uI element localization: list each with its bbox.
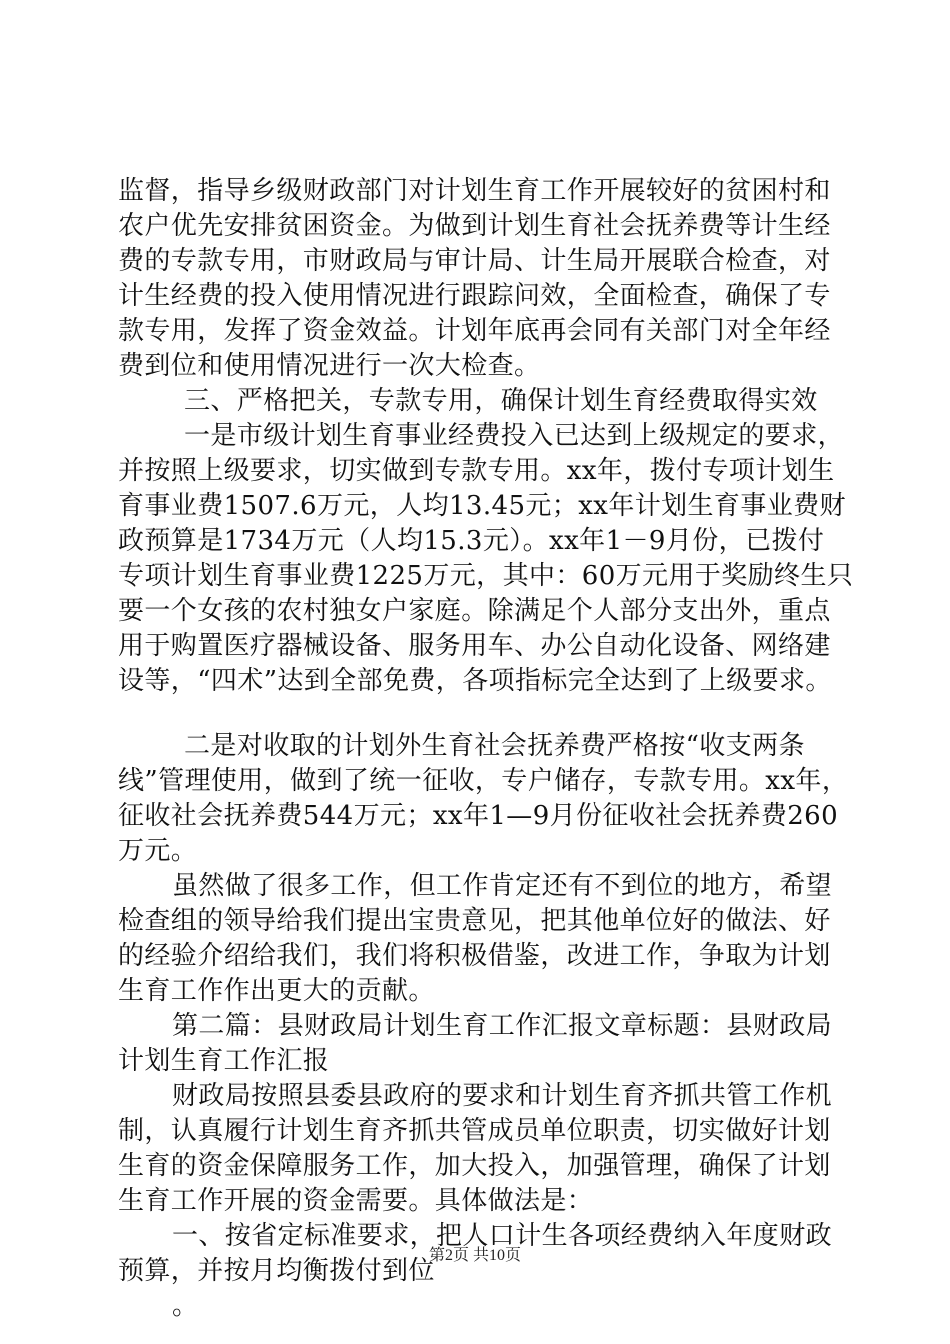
text-line: 预算，并按月均衡拨付到位	[118, 1256, 435, 1286]
text-line: 检查组的领导给我们提出宝贵意见，把其他单位好的做法、好	[118, 906, 831, 936]
text-line: 的经验介绍给我们，我们将积极借鉴，改进工作，争取为计划	[118, 941, 831, 971]
text-line: 一是市级计划生育事业经费投入已达到上级规定的要求，	[184, 421, 845, 451]
document-body	[118, 174, 854, 1324]
text-line: 计划生育工作汇报	[118, 1046, 330, 1076]
text-line: 监督，指导乡级财政部门对计划生育工作开展较好的贫困村和	[118, 176, 831, 206]
text-line: 线”管理使用，做到了统一征收，专户储存，专款专用。xx年，	[118, 766, 849, 796]
text-line: 生育工作作出更大的贡献。	[118, 976, 435, 1006]
text-line: 万元。	[118, 836, 198, 866]
text-line: 款专用，发挥了资金效益。计划年底再会同有关部门对全年经	[118, 316, 831, 346]
text-line: 征收社会抚养费544万元；xx年1—9月份征收社会抚养费260	[118, 801, 839, 831]
text-line: 要一个女孩的农村独女户家庭。除满足个人部分支出外，重点	[118, 596, 831, 626]
text-line: 财政局按照县委县政府的要求和计划生育齐抓共管工作机	[172, 1081, 833, 1111]
text-line: 。	[172, 1291, 199, 1321]
text-line: 虽然做了很多工作，但工作肯定还有不到位的地方，希望	[172, 871, 833, 901]
text-line: 一、按省定标准要求，把人口计生各项经费纳入年度财政	[172, 1221, 833, 1251]
text-line: 费的专款专用，市财政局与审计局、计生局开展联合检查，对	[118, 246, 831, 276]
text-line: 二是对收取的计划外生育社会抚养费严格按“收支两条	[184, 731, 805, 761]
text-line: 计生经费的投入使用情况进行跟踪问效，全面检查，确保了专	[118, 281, 831, 311]
section-heading: 第二篇：县财政局计划生育工作汇报文章标题：县财政局	[172, 1011, 833, 1041]
text-line: 制，认真履行计划生育齐抓共管成员单位职责，切实做好计划	[118, 1116, 831, 1146]
text-line: 生育工作开展的资金需要。具体做法是：	[118, 1186, 594, 1216]
paragraph-gap	[118, 699, 848, 729]
text-line: 并按照上级要求，切实做到专款专用。xx年，拨付专项计划生	[118, 456, 835, 486]
text-line: 生育的资金保障服务工作，加大投入，加强管理，确保了计划	[118, 1151, 831, 1181]
text-line: 设等，“四术”达到全部免费，各项指标完全达到了上级要求。	[118, 666, 832, 696]
text-line: 农户优先安排贫困资金。为做到计划生育社会抚养费等计生经	[118, 211, 831, 241]
text-line: 政预算是1734万元（人均15.3元）。xx年1－9月份，已拨付	[118, 526, 825, 556]
text-line: 专项计划生育事业费1225万元，其中：60万元用于奖励终生只	[118, 561, 854, 591]
text-line: 用于购置医疗器械设备、服务用车、办公自动化设备、网络建	[118, 631, 831, 661]
text-line: 育事业费1507.6万元，人均13.45元；xx年计划生育事业费财	[118, 491, 846, 521]
text-line: 费到位和使用情况进行一次大检查。	[118, 351, 541, 381]
page-number: 第2页 共10页	[428, 1247, 521, 1264]
page-footer	[0, 1242, 950, 1265]
section-heading: 三、严格把关，专款专用，确保计划生育经费取得实效	[184, 386, 818, 416]
